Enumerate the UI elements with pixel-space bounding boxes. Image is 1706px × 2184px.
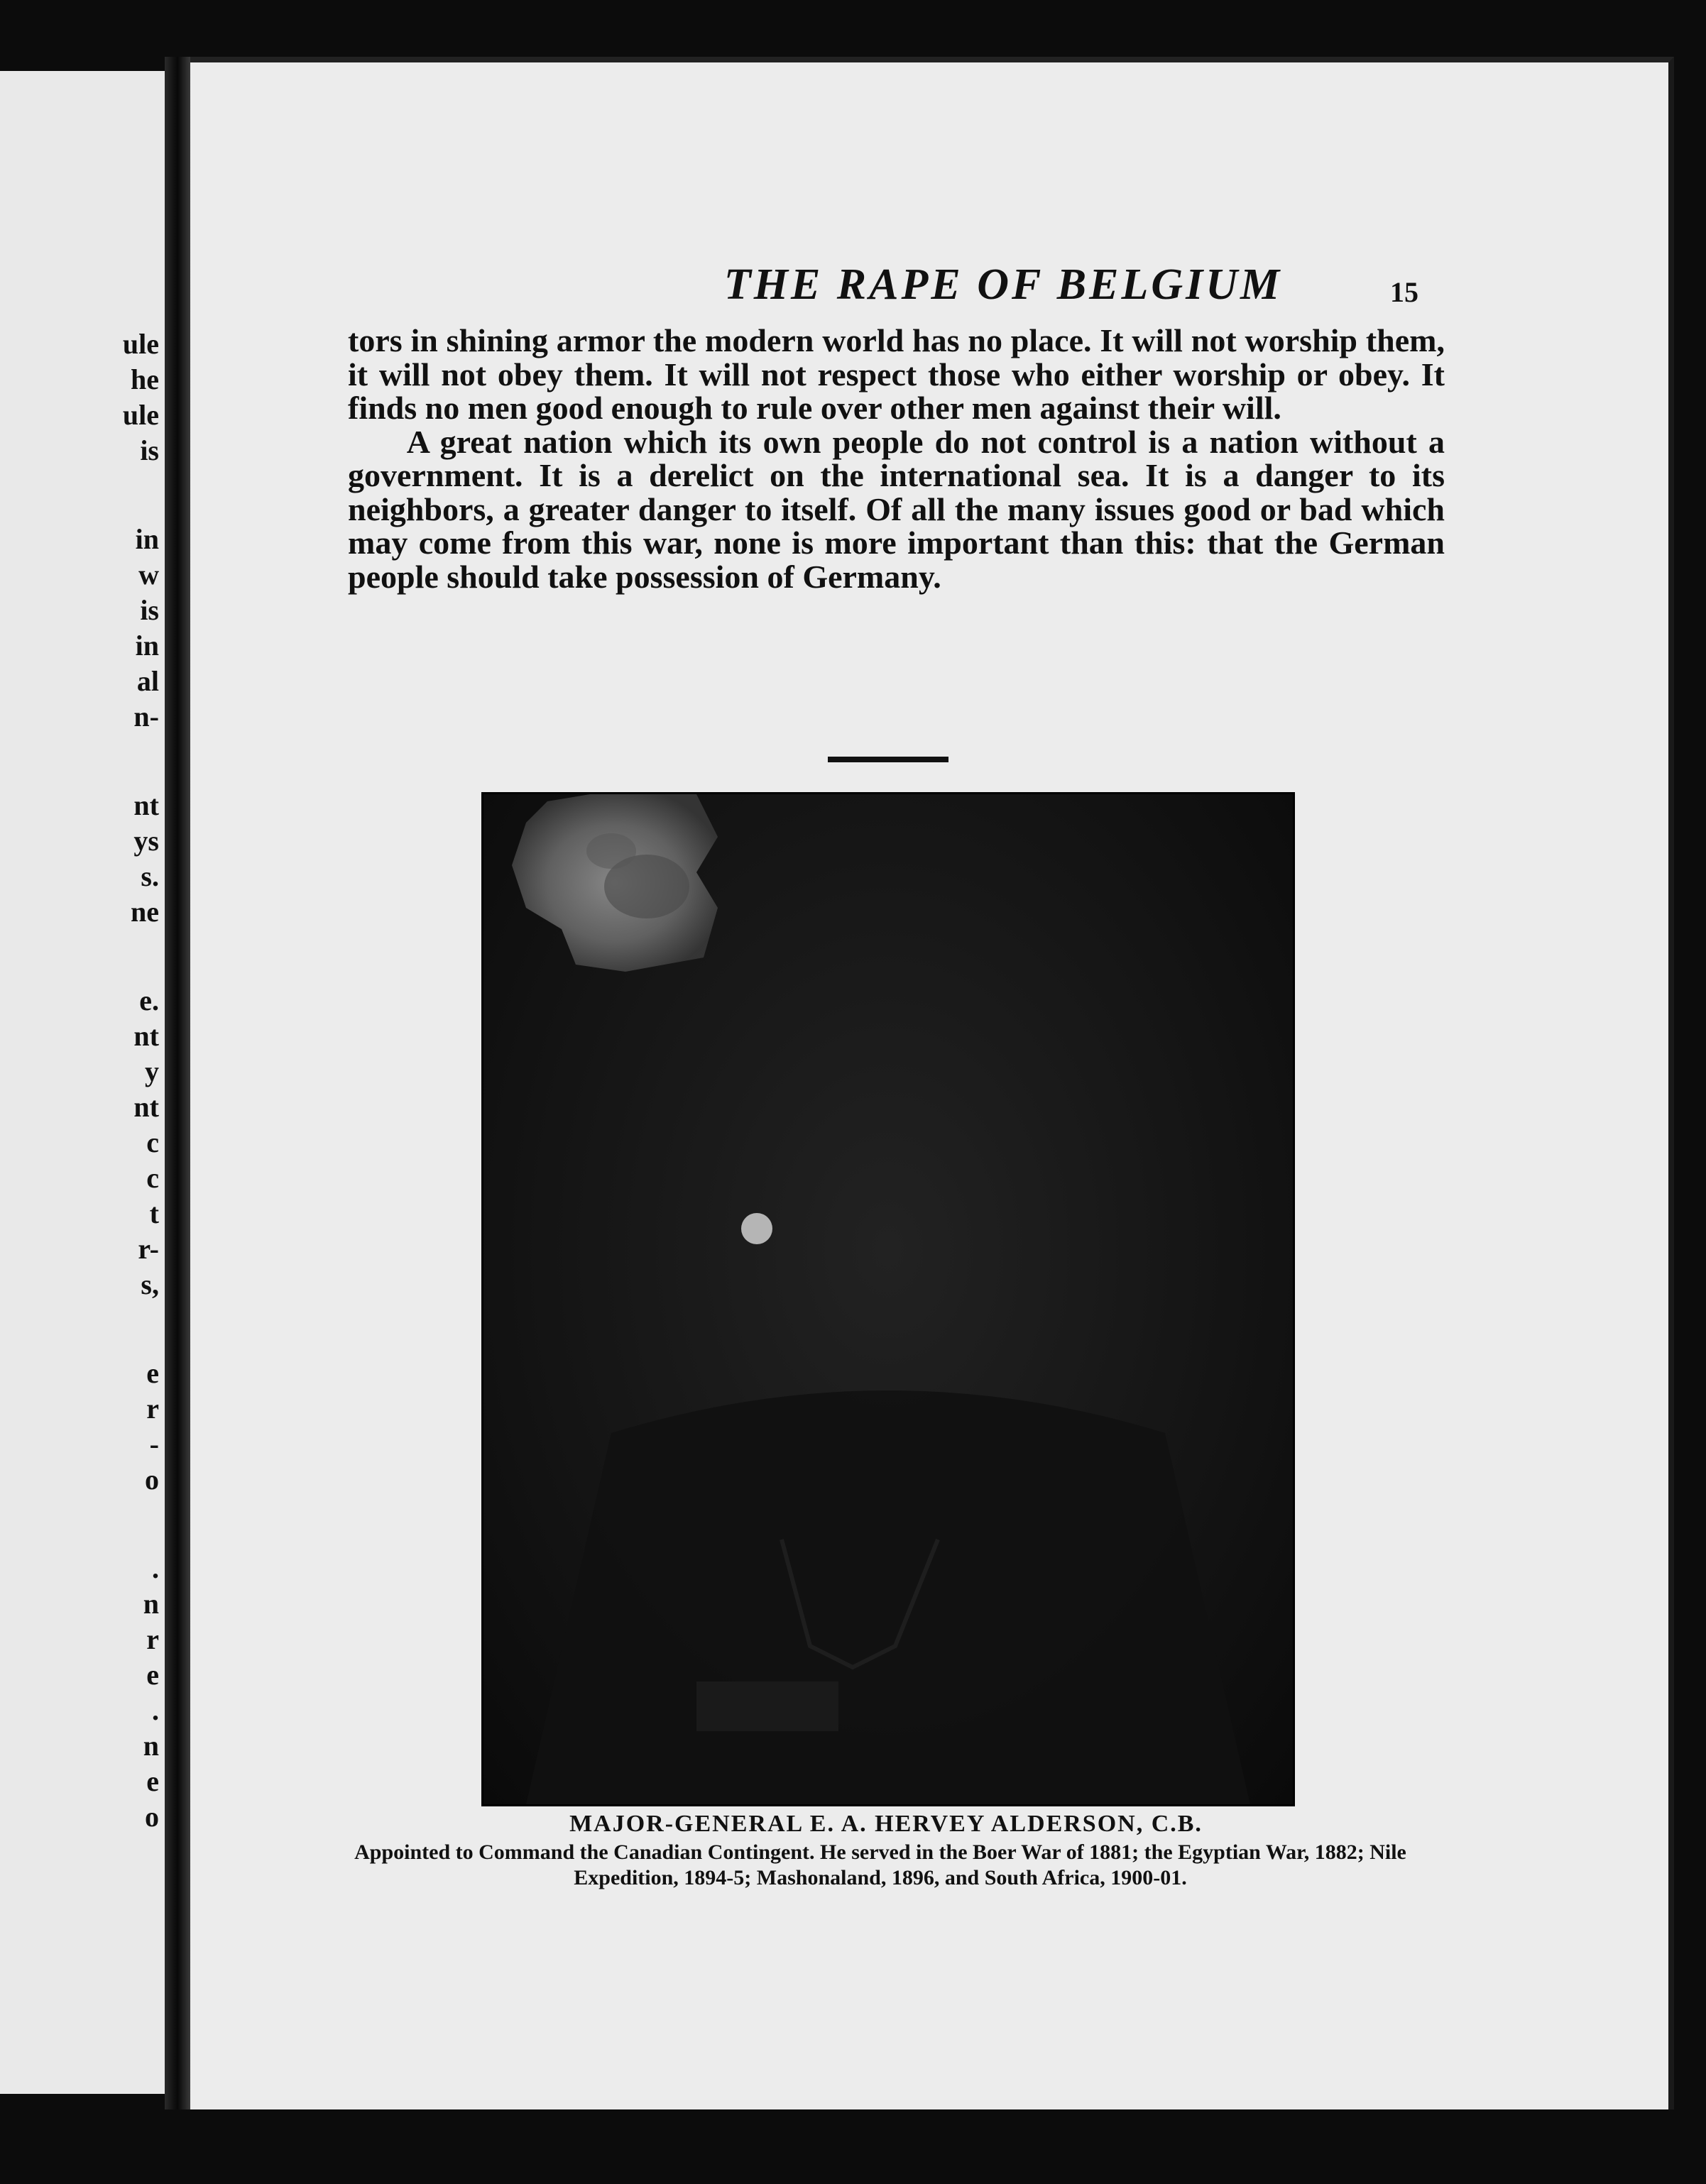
facing-page-fragment: al [136,665,159,697]
body-text [348,324,1445,593]
portrait-photo [481,792,1295,1806]
facing-page-fragment: t [149,1197,159,1229]
facing-page-fragment: c [146,1162,159,1194]
facing-page-fragment: ys [133,825,159,857]
facing-page-fragment: e [146,1765,159,1797]
facing-page-fragment: in [135,630,159,662]
facing-page-fragment: ule [122,399,159,431]
facing-page-fragment: nt [133,789,159,821]
book-spine [165,57,190,2115]
portrait-illustration [483,794,1293,1804]
facing-page-fragment: c [146,1126,159,1158]
facing-page-fragment: r- [138,1233,159,1265]
facing-page-fragment: e [146,1357,159,1389]
facing-page-fragment: o [145,1464,159,1496]
facing-page-fragment: ne [131,896,159,928]
facing-page-fragment: is [140,594,159,626]
facing-page-fragment: w [138,559,159,591]
facing-page-fragment: ule [122,328,159,360]
paragraph: A great nation which its own people do not control is a nation without a government. It is a derelict on the international sea. It is a danger to its neighbors, a greater danger to itself. Of all the many issues good or bad which may come from this war, none is more important than this: that the German people should take possession of Germany. [348,423,1445,595]
caption-title: MAJOR-GENERAL E. A. HERVEY ALDERSON, C.B. [569,1811,1203,1837]
page-number: 15 [1390,276,1418,308]
facing-page-fragment: r [146,1393,159,1425]
facing-page-fragment: r [146,1623,159,1655]
facing-page-fragment: nt [133,1091,159,1123]
facing-page-fragment: o [145,1801,159,1833]
facing-page-fragment: is [140,434,159,466]
facing-page-fragment: n [143,1588,159,1620]
facing-page-fragment: - [149,1428,159,1460]
facing-page-fragment: . [152,1552,159,1584]
section-divider [828,757,948,762]
facing-page-fragment: s. [141,860,159,892]
caption-text: Appointed to Command the Canadian Contingent. He served in the Boer War of 1881; the Egyptian War, 1882; Nile Expedition, 1894-5; Mashonaland, 1896, and South Africa, 1900-01. [354,1840,1406,1889]
paragraph: tors in shining armor the modern world has no place. It will not worship them, it will not obey them. It will not respect those who either worship or obey. It finds no men good enough to rule over other men against their will. [348,322,1445,426]
facing-page-fragment: s, [141,1268,159,1300]
facing-page-fragment: n [143,1730,159,1762]
facing-page-fragment: e. [139,984,159,1016]
book-page [190,57,1674,2115]
running-head-title: THE RAPE OF BELGIUM [723,260,1283,309]
facing-page-fragment: . [152,1694,159,1726]
facing-page-fragment: e [146,1659,159,1691]
facing-page-fragment: y [145,1055,159,1087]
facing-page-edge [0,71,165,2094]
facing-page-fragment: n- [133,701,159,732]
facing-page-fragment: in [135,523,159,555]
scan-bottom-edge [0,2109,1706,2184]
facing-page-fragment: he [131,363,159,395]
facing-page-fragment: nt [133,1020,159,1052]
